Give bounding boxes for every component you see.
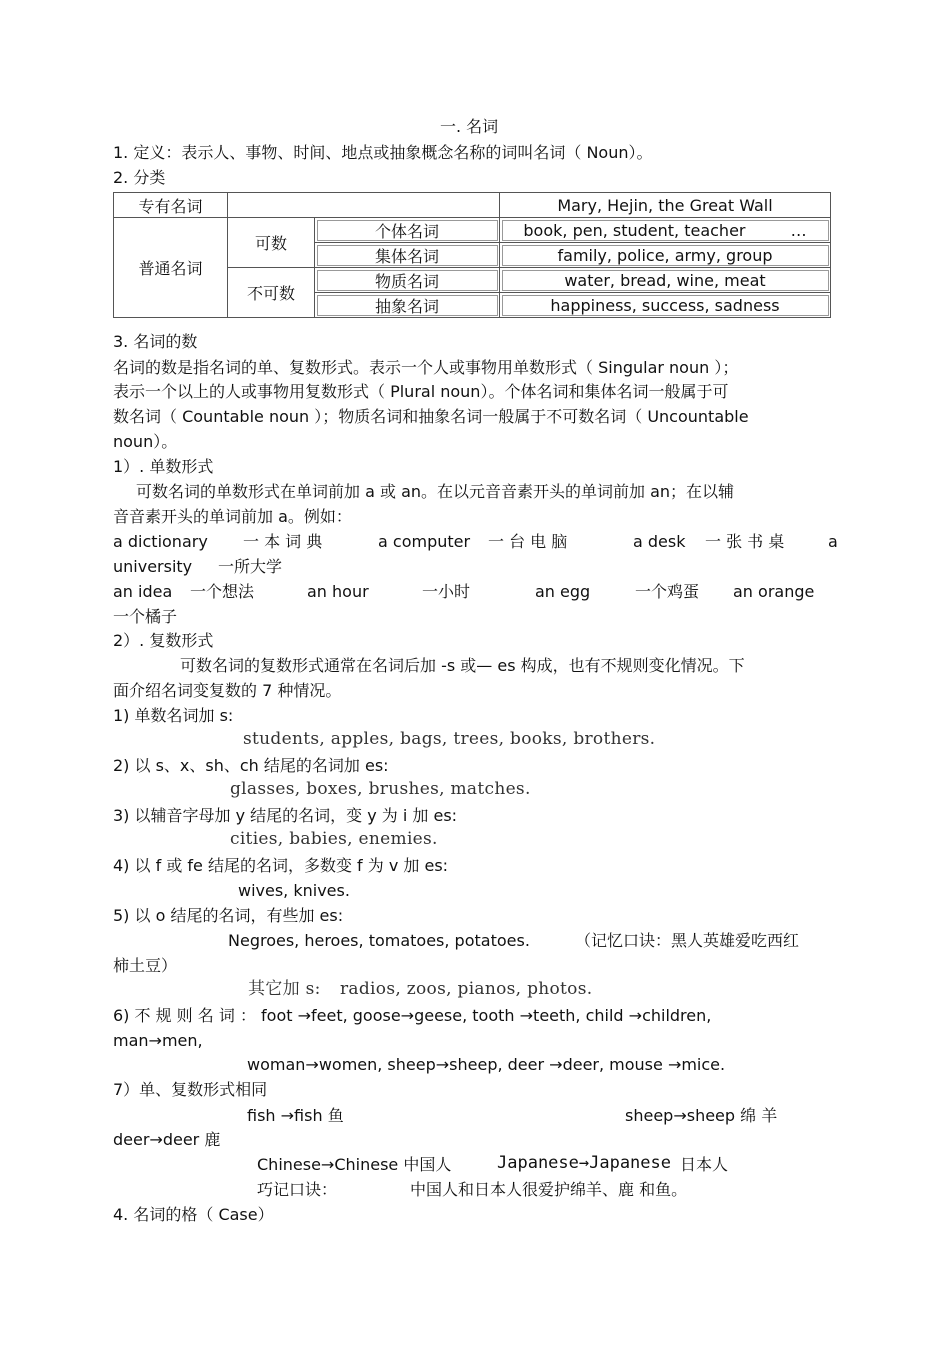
- example-a-computer: a computer: [378, 532, 471, 551]
- rule-7-sheep: sheep→sheep 绵 羊: [625, 1106, 778, 1125]
- rule-5-mnemonic: （记忆口诀：黑人英雄爱吃西红: [575, 931, 800, 950]
- number-paragraph-1: 名词的数是指名词的单、复数形式。表示一个人或事物用单数形式（ Singular noun ）；: [113, 358, 739, 377]
- rule-7: 7）单、复数形式相同: [113, 1080, 268, 1099]
- example-an-egg: an egg: [535, 582, 591, 601]
- example-cn-egg: 一个鸡蛋: [635, 582, 700, 601]
- example-cn-idea: 一个想法: [190, 582, 255, 601]
- example-an-orange: an orange: [733, 582, 815, 601]
- rule-7-chinese: Chinese→Chinese 中国人: [257, 1155, 452, 1174]
- rule-6-cont-2: woman→women, sheep→sheep, deer →deer, mouse →mice.: [247, 1055, 726, 1074]
- singular-paragraph-1: 可数名词的单数形式在单词前加 a 或 an。在以元音音素开头的单词前加 an；在以辅: [136, 482, 735, 501]
- plural-heading: 2）. 复数形式: [113, 631, 214, 650]
- example-cn-orange: 一个橘子: [113, 607, 178, 626]
- rule-6: 6) 不 规 则 名 词 ： foot →feet, goose→geese, tooth →teeth, child →children,: [113, 1006, 712, 1025]
- example-cn-dictionary: 一 本 词 典: [243, 532, 323, 551]
- empty-cell: [228, 193, 500, 218]
- example-an-hour: an hour: [307, 582, 369, 601]
- rule-5-examples: Negroes, heroes, tomatoes, potatoes.: [228, 931, 530, 950]
- abstract-examples-cell: happiness, success, sadness: [500, 293, 831, 318]
- ellipsis: …: [790, 220, 807, 240]
- mnemonic-text: 中国人和日本人很爱护绵羊、鹿 和鱼。: [410, 1180, 688, 1199]
- abstract-noun-cell: 抽象名词: [315, 293, 500, 318]
- example-cn-hour: 一小时: [422, 582, 471, 601]
- rule-7-japanese-cn: 日本人: [680, 1155, 729, 1174]
- collective-examples-cell: family, police, army, group: [500, 243, 831, 268]
- individual-examples-cell: [500, 218, 831, 243]
- individual-noun-cell: 个体名词: [315, 218, 500, 243]
- case-heading: 4. 名词的格（ Case）: [113, 1205, 274, 1224]
- example-university: university: [113, 557, 193, 576]
- example-a-dictionary: a dictionary: [113, 532, 208, 551]
- classification-table: [113, 192, 831, 318]
- rule-3-examples: cities, babies, enemies.: [230, 829, 438, 849]
- plural-paragraph-1: 可数名词的复数形式通常在名词后加 -s 或— es 构成，也有不规则变化情况。下: [180, 656, 745, 675]
- rule-3: 3) 以辅音字母加 y 结尾的名词，变 y 为 i 加 es:: [113, 806, 458, 825]
- number-paragraph-2: 表示一个以上的人或事物用复数形式（ Plural noun）。个体名词和集体名词一般属于可: [113, 382, 729, 401]
- rule-4-examples: wives, knives.: [238, 881, 350, 900]
- uncountable-cell: 不可数: [228, 268, 315, 318]
- example-a-desk: a desk: [633, 532, 686, 551]
- proper-examples-cell: Mary, Hejin, the Great Wall: [500, 193, 831, 218]
- rule-7-fish: fish →fish 鱼: [247, 1106, 344, 1125]
- example-an-idea: an idea: [113, 582, 173, 601]
- material-noun-cell: 物质名词: [315, 268, 500, 293]
- rule-1-examples: students, apples, bags, trees, books, brothers.: [243, 729, 656, 749]
- singular-paragraph-2: 音音素开头的单词前加 a。例如：: [113, 507, 352, 526]
- rule-2: 2) 以 s、x、sh、ch 结尾的名词加 es:: [113, 756, 389, 775]
- classification-heading: 2. 分类: [113, 168, 166, 187]
- rule-5-other-label: 其它加 s:: [248, 979, 321, 999]
- material-examples-cell: water, bread, wine, meat: [500, 268, 831, 293]
- rule-6-cont: man→men,: [113, 1031, 203, 1050]
- rule-4: 4) 以 f 或 fe 结尾的名词，多数变 f 为 v 加 es:: [113, 856, 449, 875]
- example-a-article: a: [828, 532, 838, 551]
- individual-examples: book, pen, student, teacher: [523, 220, 746, 240]
- countable-cell: 可数: [228, 218, 315, 268]
- number-heading: 3. 名词的数: [113, 332, 198, 351]
- example-cn-desk: 一 张 书 桌: [705, 532, 785, 551]
- rule-2-examples: glasses, boxes, brushes, matches.: [230, 779, 531, 799]
- plural-paragraph-2: 面介绍名词变复数的 7 种情况。: [113, 681, 342, 700]
- example-cn-computer: 一 台 电 脑: [488, 532, 568, 551]
- rule-5: 5) 以 o 结尾的名词，有些加 es:: [113, 906, 344, 925]
- proper-noun-cell: 专有名词: [114, 193, 228, 218]
- singular-heading: 1）. 单数形式: [113, 457, 214, 476]
- common-noun-cell: 普通名词: [114, 218, 228, 318]
- definition-line: 1. 定义：表示人、事物、时间、地点或抽象概念名称的词叫名词（ Noun）。: [113, 143, 653, 162]
- mnemonic-label: 巧记口诀：: [257, 1180, 338, 1199]
- rule-5-other-examples: radios, zoos, pianos, photos.: [340, 979, 593, 999]
- page-title: 一. 名词: [440, 117, 499, 136]
- collective-noun-cell: 集体名词: [315, 243, 500, 268]
- rule-7-japanese: Japanese→Japanese: [497, 1153, 671, 1173]
- rule-1: 1) 单数名词加 s:: [113, 706, 234, 725]
- rule-5-mnemonic-cont: 柿土豆）: [113, 956, 178, 975]
- number-paragraph-4: noun）。: [113, 432, 178, 451]
- example-cn-university: 一所大学: [218, 557, 283, 576]
- rule-7-deer: deer→deer 鹿: [113, 1130, 221, 1149]
- number-paragraph-3: 数名词（ Countable noun ）；物质名词和抽象名词一般属于不可数名词（ Uncountable: [113, 407, 749, 426]
